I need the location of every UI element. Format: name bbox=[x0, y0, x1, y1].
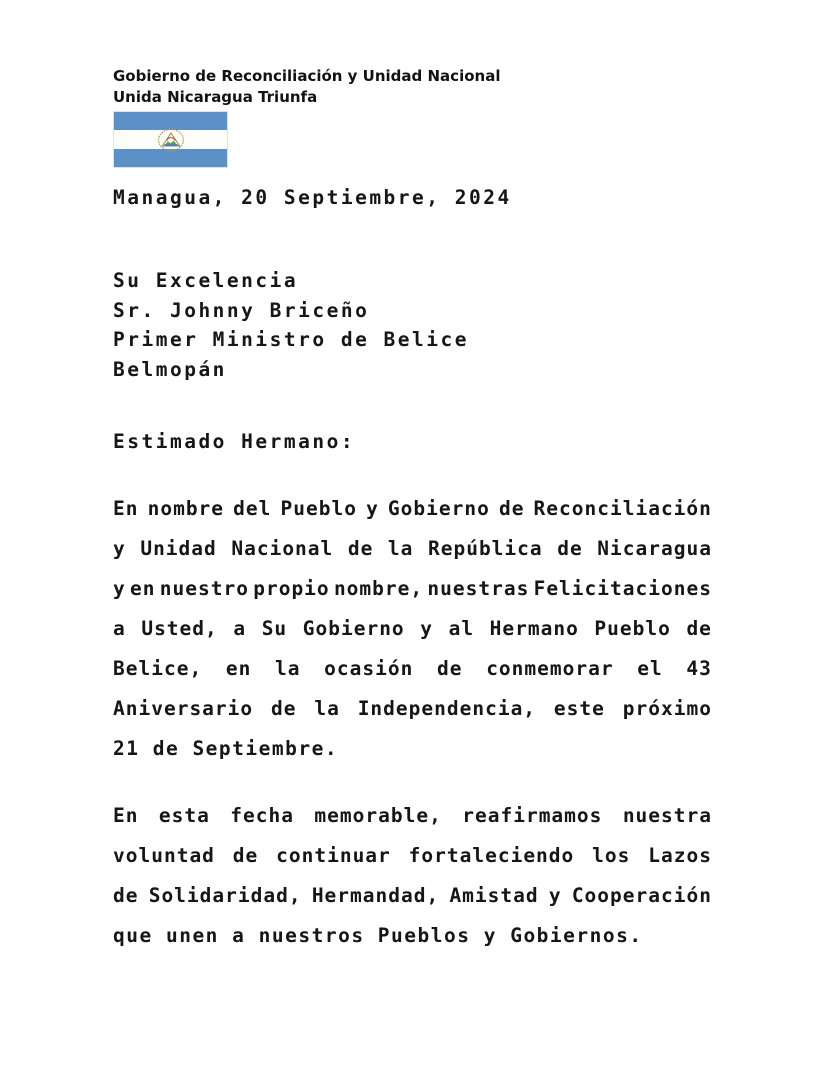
recipient-line: Sr. Johnny Briceño bbox=[113, 298, 370, 322]
body-word: el bbox=[637, 657, 663, 680]
body-word: de bbox=[557, 537, 583, 560]
body-word: fecha bbox=[230, 804, 294, 827]
body-line: 21 de Septiembre. bbox=[113, 737, 339, 760]
body-word: Aniversario bbox=[113, 697, 254, 720]
body-word: a bbox=[113, 617, 126, 640]
body-line bbox=[113, 529, 712, 569]
body-word: la bbox=[275, 657, 301, 680]
body-word: la bbox=[387, 537, 414, 560]
recipient-line: Primer Ministro de Belice bbox=[113, 328, 469, 351]
body-word: Nicaragua bbox=[597, 537, 712, 560]
letterhead bbox=[113, 66, 500, 108]
body-word: nombre, bbox=[333, 577, 424, 600]
body-line bbox=[113, 836, 712, 876]
body-word: memorable, bbox=[314, 804, 442, 827]
body-word: República bbox=[427, 537, 543, 560]
body-word: Hermandad, bbox=[311, 884, 440, 907]
body-word: nuestras bbox=[427, 577, 530, 600]
body-word: de bbox=[686, 617, 712, 640]
body-word: este bbox=[553, 697, 605, 720]
body-word: reafirmamos bbox=[462, 804, 603, 827]
coat-of-arms-icon bbox=[157, 128, 185, 152]
body-word: Felicitaciones bbox=[533, 577, 712, 600]
body-word: En bbox=[113, 497, 139, 520]
body-word: Lazos bbox=[648, 844, 712, 867]
body-word: Gobierno bbox=[387, 497, 490, 520]
letter-body bbox=[113, 489, 712, 956]
body-word: los bbox=[592, 844, 631, 867]
body-word: voluntad bbox=[113, 844, 215, 867]
body-word: En bbox=[113, 804, 139, 827]
body-word: conmemorar bbox=[486, 657, 614, 680]
body-word: de bbox=[437, 657, 463, 680]
body-line bbox=[113, 569, 712, 609]
body-word: y bbox=[113, 577, 126, 600]
body-word: Usted, bbox=[141, 617, 218, 640]
body-word: propio bbox=[253, 577, 330, 600]
body-word: al bbox=[448, 617, 475, 640]
body-word: y bbox=[420, 617, 433, 640]
body-word: ocasión bbox=[324, 657, 414, 680]
flag-stripe-bottom bbox=[114, 149, 227, 167]
body-line bbox=[113, 689, 712, 729]
date-line: Managua, 20 Septiembre, 2024 bbox=[113, 186, 512, 209]
body-word: Nacional bbox=[231, 537, 334, 560]
body-line bbox=[113, 489, 712, 529]
body-word: a bbox=[233, 617, 247, 640]
body-word: y bbox=[113, 537, 126, 560]
body-word: Reconciliación bbox=[533, 497, 712, 520]
salutation: Estimado Hermano: bbox=[113, 430, 356, 453]
body-word: Hermano bbox=[489, 617, 579, 640]
body-word: continuar bbox=[276, 844, 391, 867]
body-line bbox=[113, 796, 712, 836]
body-word: de bbox=[271, 697, 297, 720]
body-word: de bbox=[113, 884, 139, 907]
body-word: en bbox=[225, 657, 252, 680]
body-word: 43 bbox=[686, 657, 712, 680]
body-word: y bbox=[366, 497, 379, 520]
body-word: Cooperación bbox=[571, 884, 712, 907]
body-line bbox=[113, 649, 712, 689]
body-word: nombre bbox=[147, 497, 225, 520]
body-line: que unen a nuestros Pueblos y Gobiernos. bbox=[113, 924, 643, 947]
body-word: Pueblo bbox=[594, 617, 671, 640]
body-word: de bbox=[232, 844, 259, 867]
body-word: Solidaridad, bbox=[148, 884, 302, 907]
body-word: de bbox=[347, 537, 374, 560]
body-word: próximo bbox=[622, 697, 712, 720]
org-name-line1: Gobierno de Reconciliación y Unidad Nacional bbox=[113, 67, 501, 85]
body-word: del bbox=[233, 497, 272, 520]
body-word: Amistad bbox=[449, 884, 539, 907]
recipient-block bbox=[113, 266, 469, 384]
body-word: Pueblo bbox=[280, 497, 357, 520]
body-word: nuestra bbox=[622, 804, 712, 827]
body-word: de bbox=[498, 497, 525, 520]
body-word: en bbox=[130, 577, 156, 600]
body-paragraph bbox=[113, 489, 712, 769]
body-word: Su bbox=[261, 617, 288, 640]
body-word: nuestro bbox=[159, 577, 249, 600]
body-word: la bbox=[314, 697, 340, 720]
body-word: y bbox=[548, 884, 562, 907]
body-word: Gobierno bbox=[302, 617, 405, 640]
recipient-line: Belmopán bbox=[113, 357, 227, 381]
body-word: esta bbox=[158, 804, 210, 827]
body-paragraph bbox=[113, 796, 712, 956]
body-word: Independencia, bbox=[357, 697, 537, 720]
body-line bbox=[113, 876, 712, 916]
recipient-line: Su Excelencia bbox=[113, 269, 299, 292]
org-name-line2: Unida Nicaragua Triunfa bbox=[113, 88, 318, 106]
nicaragua-flag-icon bbox=[114, 112, 227, 167]
body-word: fortaleciendo bbox=[408, 844, 575, 867]
body-word: Unidad bbox=[140, 537, 217, 560]
body-word: Belice, bbox=[113, 657, 203, 680]
body-line bbox=[113, 609, 712, 649]
